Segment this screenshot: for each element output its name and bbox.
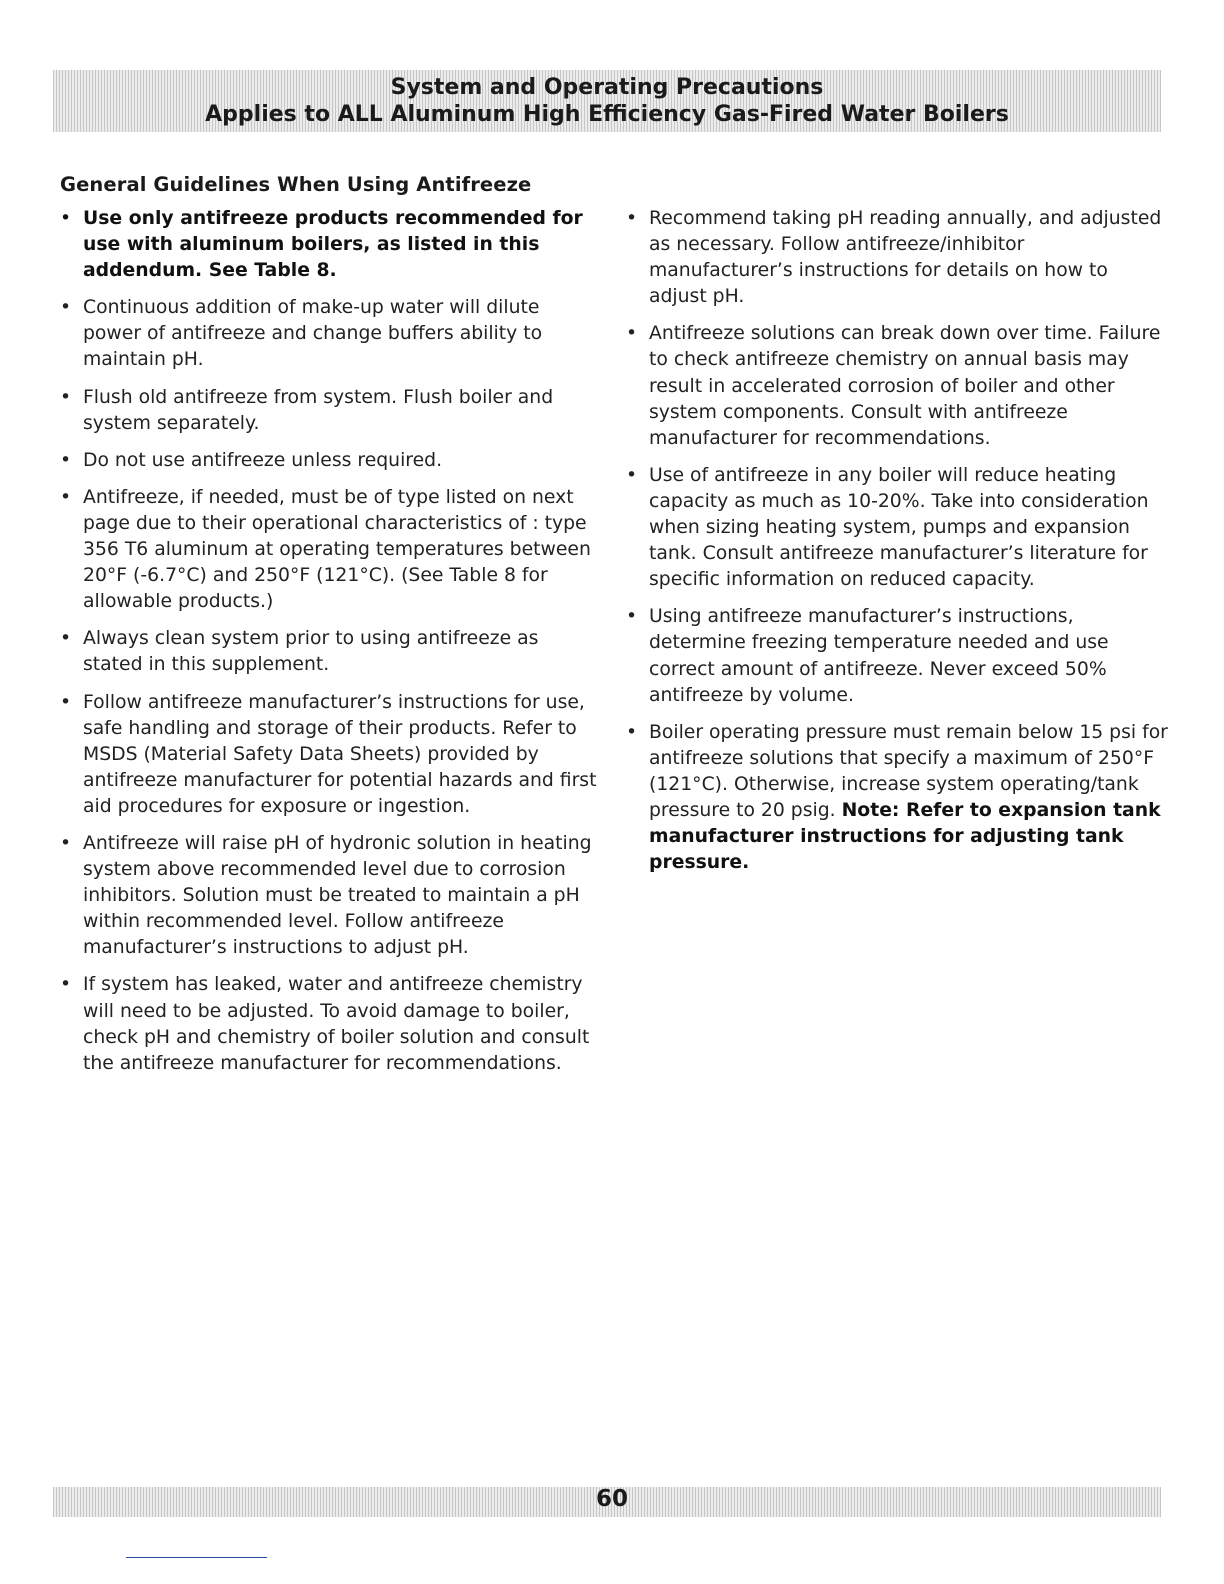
- bottom-divider: [126, 1557, 267, 1558]
- bullet-icon: •: [626, 464, 638, 486]
- list-item-text: Boiler operating pressure must remain below 15 psi for antifreeze solutions that specify a maximum of 250°F (121°C). Otherwise, increase system operating/tank pressure to 20 psig.: [649, 721, 1168, 821]
- pressure-note: Note: Refer to expansion tank manufacturer instructions for adjusting tank pressure.: [649, 799, 1161, 874]
- list-item-text: Recommend taking pH reading annually, and adjusted as necessary. Follow antifreeze/inhibitor manufacturer’s instructions for details on how to adjust pH.: [649, 208, 1162, 308]
- header-title: System and Operating Precautions: [390, 75, 824, 100]
- bullet-icon: •: [60, 386, 72, 408]
- list-item-text: If system has leaked, water and antifreeze chemistry will need to be adjusted. To avoid damage to boiler, check pH and chemistry of boiler solution and consult the antifreeze manufacturer for recommendations.: [83, 974, 590, 1074]
- list-item: [60, 831, 600, 961]
- list-item-text: Using antifreeze manufacturer’s instructions, determine freezing temperature needed and use correct amount of antifreeze. Never exceed 50% antifreeze by volume.: [649, 606, 1109, 706]
- list-item-text: Antifreeze, if needed, must be of type listed on next page due to their operational characteristics of : type 356 T6 aluminum at operating temperatures between 20°F (-6.7°C) and 250°F (121°C). (See Table 8 for allowable products.): [83, 486, 591, 613]
- bullet-icon: •: [626, 208, 638, 229]
- list-item: [626, 321, 1171, 451]
- list-item-text: Follow antifreeze manufacturer’s instructions for use, safe handling and storage of their products. Refer to MSDS (Material Safety Data Sheets) provided by antifreeze manufacturer for potential hazards and first aid procedures for exposure or ingestion.: [83, 691, 597, 817]
- list-item: [60, 485, 600, 615]
- right-column-list: [626, 206, 1171, 887]
- list-item: [60, 385, 600, 437]
- list-item-text: Always clean system prior to using antifreeze as stated in this supplement.: [83, 628, 539, 676]
- list-item: [626, 206, 1171, 310]
- list-item: [60, 206, 600, 284]
- page-number: 60: [595, 1486, 628, 1512]
- bullet-icon: •: [60, 691, 72, 713]
- list-item: [60, 972, 600, 1076]
- list-item-text: Continuous addition of make-up water will dilute power of antifreeze and change buffers ability to maintain pH.: [83, 297, 543, 371]
- bullet-icon: •: [60, 208, 72, 229]
- header-subtitle: Applies to ALL Aluminum High Efficiency Gas-Fired Water Boilers: [205, 102, 1009, 127]
- bullet-icon: •: [60, 832, 72, 854]
- bullet-icon: •: [60, 628, 72, 650]
- bullet-icon: •: [626, 721, 638, 743]
- list-item: [626, 463, 1171, 593]
- list-item: [60, 690, 600, 820]
- section-title: General Guidelines When Using Antifreeze: [60, 173, 532, 196]
- list-item-text: Antifreeze solutions can break down over time. Failure to check antifreeze chemistry on annual basis may result in accelerated corrosion of boiler and other system components. Consult with antifreeze manufacturer for recommendations.: [649, 323, 1161, 449]
- list-item-text: Flush old antifreeze from system. Flush boiler and system separately.: [83, 386, 554, 434]
- bullet-icon: •: [626, 323, 638, 345]
- list-item-text: Use only antifreeze products recommended for use with aluminum boilers, as listed in this addendum. See Table 8.: [83, 208, 583, 282]
- list-item: [626, 720, 1171, 877]
- list-item: [626, 604, 1171, 708]
- list-item: [60, 295, 600, 373]
- bullet-icon: •: [60, 297, 72, 319]
- bullet-icon: •: [60, 974, 72, 996]
- page-header-band: [53, 70, 1161, 132]
- list-item-text: Use of antifreeze in any boiler will reduce heating capacity as much as 10-20%. Take into consideration when sizing heating system, pumps and expansion tank. Consult antifreeze manufacturer’s literature for specific information on reduced capacity.: [649, 464, 1149, 591]
- bullet-icon: •: [626, 606, 638, 628]
- bullet-icon: •: [60, 486, 72, 508]
- list-item-text: Do not use antifreeze unless required.: [83, 449, 443, 471]
- list-item-text: Antifreeze will raise pH of hydronic solution in heating system above recommended level due to corrosion inhibitors. Solution must be treated to maintain a pH within recommended level. Follow antifreeze manufacturer’s instructions to adjust pH.: [83, 832, 592, 959]
- list-item: [60, 626, 600, 678]
- list-item: [60, 448, 600, 474]
- bullet-icon: •: [60, 449, 72, 471]
- left-column-list: [60, 206, 600, 1088]
